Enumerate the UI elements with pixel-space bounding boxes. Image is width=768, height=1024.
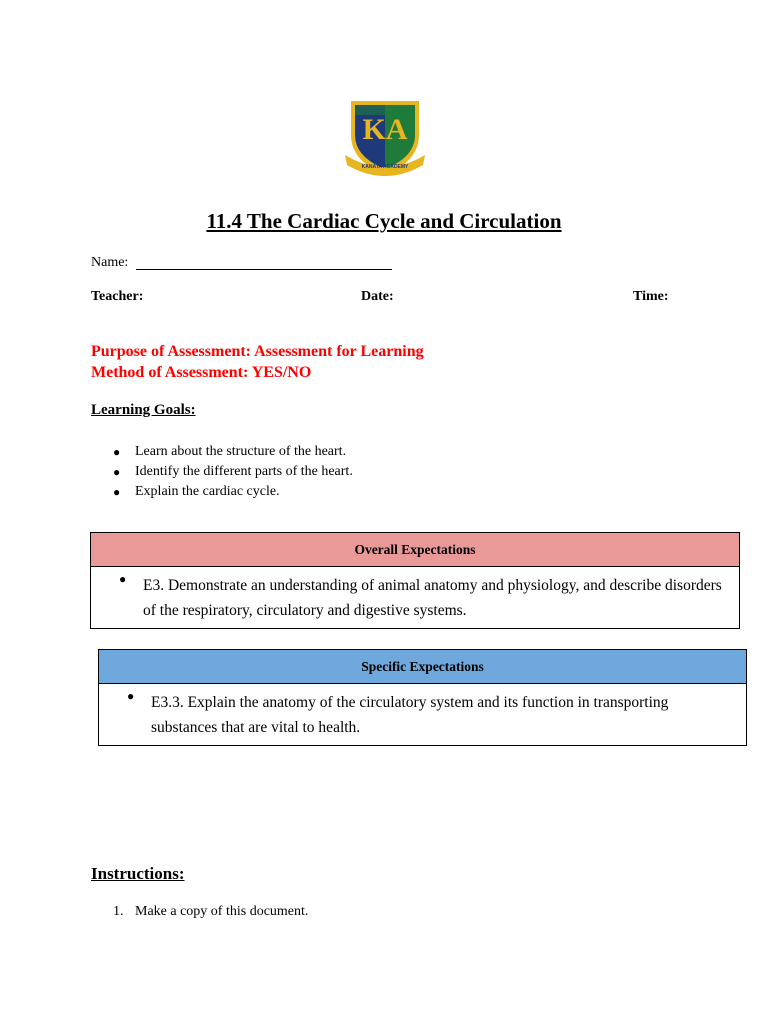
teacher-label: Teacher: [91, 289, 144, 304]
overall-expectation-text: E3. Demonstrate an understanding of animal anatomy and physiology, and describe disorders of the respiratory, circulatory and digestive systems. [143, 577, 722, 619]
overall-expectations-cell [91, 567, 739, 623]
specific-expectations-cell [99, 684, 746, 740]
instructions-heading: Instructions: [91, 864, 185, 883]
list-item: 1. Make a copy of this document. [113, 904, 309, 919]
time-label: Time: [633, 289, 669, 304]
specific-expectations-table [98, 649, 747, 746]
bullet-icon: ● [127, 689, 135, 703]
learning-goals-heading: Learning Goals: [91, 402, 196, 418]
bullet-icon: ● [113, 485, 121, 499]
overall-expectations-table [90, 532, 740, 629]
svg-text:KANATA ACADEMY: KANATA ACADEMY [361, 164, 409, 170]
date-label: Date: [361, 289, 394, 304]
specific-expectations-heading: Specific Expectations [99, 650, 746, 684]
bullet-icon: ● [113, 445, 121, 459]
assessment-purpose: Purpose of Assessment: Assessment for Learning [91, 343, 424, 360]
overall-expectations-heading: Overall Expectations [91, 533, 739, 567]
bullet-icon: ● [119, 572, 127, 586]
school-logo [343, 95, 427, 179]
instructions-list [91, 902, 308, 922]
name-label: Name: [91, 255, 129, 270]
list-item: ● Learn about the structure of the heart. [91, 442, 353, 462]
page-title: 11.4 The Cardiac Cycle and Circulation [206, 209, 562, 233]
list-item: ● Identify the different parts of the heart. [91, 462, 353, 482]
list-item: ● Explain the cardiac cycle. [91, 482, 353, 502]
learning-goals-list [91, 442, 353, 502]
name-field-line[interactable] [136, 269, 392, 270]
bullet-icon: ● [113, 465, 121, 479]
specific-expectation-text: E3.3. Explain the anatomy of the circulatory system and its function in transporting substances that are vital to health. [151, 694, 669, 736]
assessment-method: Method of Assessment: YES/NO [91, 364, 312, 381]
svg-text:KA: KA [362, 113, 408, 146]
